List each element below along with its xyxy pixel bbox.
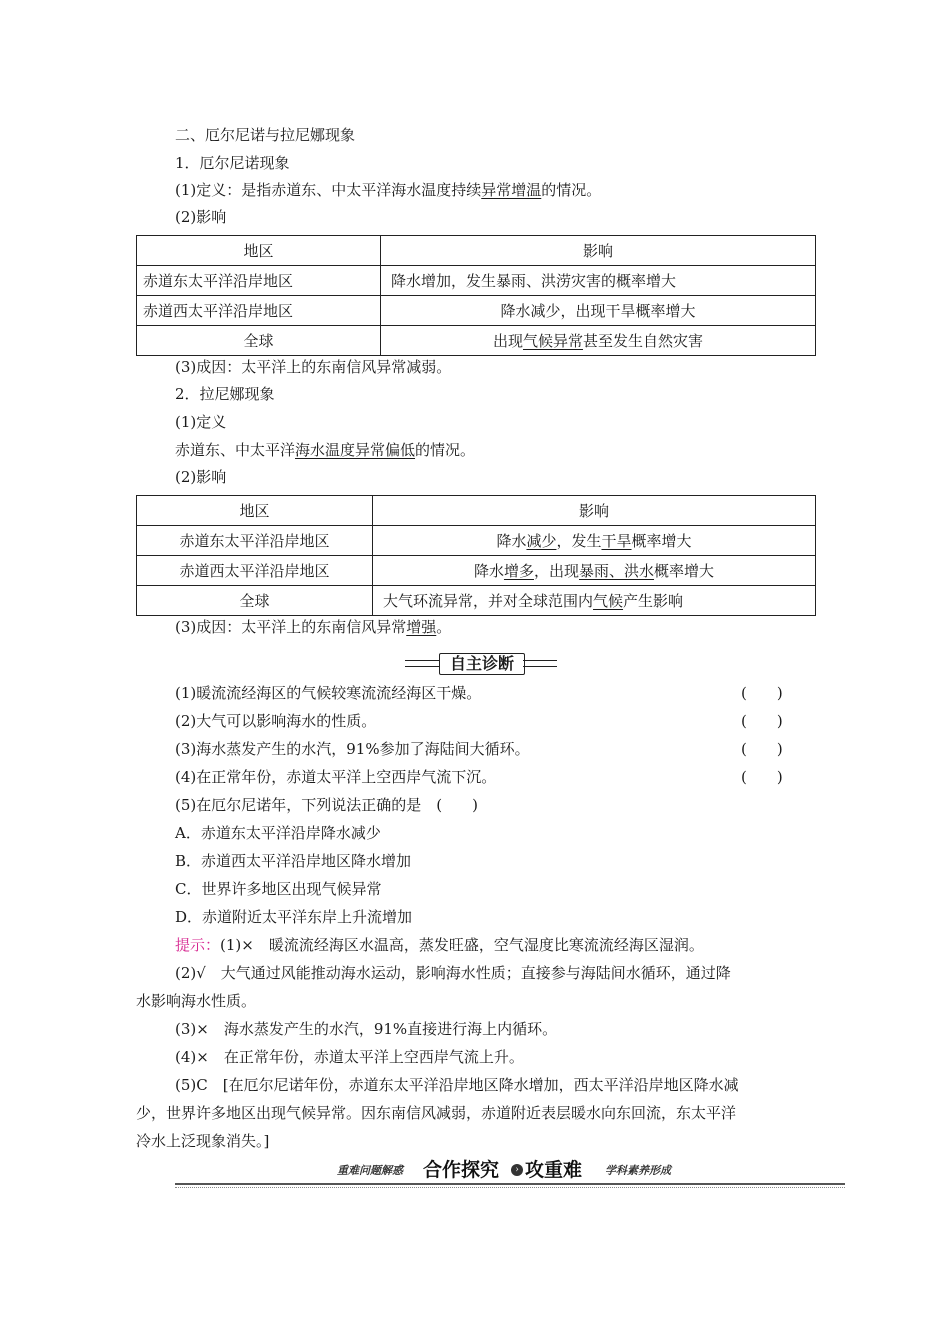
hint-line: (5)C [在厄尔尼诺年份，赤道东太平洋沿岸地区降水增加，西太平洋沿岸地区降水减 bbox=[175, 1076, 739, 1094]
option-c: C．世界许多地区出现气候异常 bbox=[175, 880, 382, 898]
hint-line: (4)× 在正常年份，赤道太平洋上空西岸气流上升。 bbox=[175, 1048, 524, 1066]
answer-blank: ( ) bbox=[741, 712, 783, 730]
answer-blank: ( ) bbox=[741, 768, 783, 786]
table-cell-impact: 降水增加，发生暴雨、洪涝灾害的概率增大 bbox=[381, 266, 816, 296]
table-cell-impact: 大气环流异常，并对全球范围内气候产生影响 bbox=[373, 586, 816, 616]
hint-line: 冷水上泛现象消失。] bbox=[136, 1132, 270, 1150]
hint-line: 少，世界许多地区出现气候异常。因东南信风减弱，赤道附近表层暖水向东回流，东太平洋 bbox=[136, 1104, 737, 1122]
table-row bbox=[137, 556, 816, 586]
table-row bbox=[137, 496, 816, 526]
table-row bbox=[137, 526, 816, 556]
diagnosis-item: (2)大气可以影响海水的性质。 bbox=[175, 712, 377, 730]
lanina-cause: (3)成因：太平洋上的东南信风异常增强。 bbox=[175, 618, 452, 636]
table-row bbox=[137, 236, 816, 266]
section-title: 二、厄尔尼诺与拉尼娜现象 bbox=[175, 126, 356, 144]
diagnosis-item: (3)海水蒸发产生的水汽，91%参加了海陆间大循环。 bbox=[175, 740, 530, 758]
table-row bbox=[137, 326, 816, 356]
hint-line: 提示：(1)× 暖流流经海区水温高，蒸发旺盛，空气湿度比寒流流经海区湿润。 bbox=[175, 936, 704, 954]
elnino-heading: 1．厄尔尼诺现象 bbox=[175, 154, 290, 172]
table-cell-region: 赤道西太平洋沿岸地区 bbox=[137, 296, 381, 326]
table-row bbox=[137, 266, 816, 296]
lanina-definition: 赤道东、中太平洋海水温度异常偏低的情况。 bbox=[175, 441, 476, 459]
table-cell-impact: 降水减少，出现干旱概率增大 bbox=[381, 296, 816, 326]
option-b: B．赤道西太平洋沿岸地区降水增加 bbox=[175, 852, 412, 870]
table-row bbox=[137, 296, 816, 326]
table-header-impact: 影响 bbox=[381, 236, 816, 266]
table-cell-impact: 降水增多，出现暴雨、洪水概率增大 bbox=[373, 556, 816, 586]
hint-line: 水影响海水性质。 bbox=[136, 992, 257, 1010]
table-header-impact: 影响 bbox=[373, 496, 816, 526]
lanina-definition-heading: (1)定义 bbox=[175, 413, 227, 431]
option-d: D．赤道附近太平洋东岸上升流增加 bbox=[175, 908, 413, 926]
diagnosis-question-5: (5)在厄尔尼诺年，下列说法正确的是 ( ) bbox=[175, 796, 478, 814]
table-row bbox=[137, 586, 816, 616]
banner-left-text: 重难问题解惑 bbox=[337, 1164, 403, 1177]
arrow-circle-icon: › bbox=[511, 1164, 523, 1176]
table-cell-region: 赤道东太平洋沿岸地区 bbox=[137, 526, 373, 556]
answer-blank: ( ) bbox=[741, 684, 783, 702]
table-cell-region: 赤道西太平洋沿岸地区 bbox=[137, 556, 373, 586]
lanina-impact-table bbox=[136, 495, 816, 616]
table-cell-region: 全球 bbox=[137, 586, 373, 616]
elnino-cause: (3)成因：太平洋上的东南信风异常减弱。 bbox=[175, 358, 452, 376]
diagnosis-item: (1)暖流流经海区的气候较寒流流经海区干燥。 bbox=[175, 684, 482, 702]
hint-line: (3)× 海水蒸发产生的水汽，91%直接进行海上内循环。 bbox=[175, 1020, 558, 1038]
hint-label: 提示： bbox=[175, 936, 221, 954]
banner-main-1: 合作探究 bbox=[423, 1159, 500, 1181]
option-a: A．赤道东太平洋沿岸降水减少 bbox=[175, 824, 381, 842]
elnino-impact-table bbox=[136, 235, 816, 356]
elnino-definition: (1)定义：是指赤道东、中太平洋海水温度持续异常增温的情况。 bbox=[175, 181, 602, 199]
lanina-heading: 2．拉尼娜现象 bbox=[175, 385, 275, 403]
table-header-region: 地区 bbox=[137, 236, 381, 266]
self-diagnosis-title: 自主诊断 bbox=[439, 653, 525, 675]
table-cell-region: 赤道东太平洋沿岸地区 bbox=[137, 266, 381, 296]
header-rule-right bbox=[523, 660, 557, 667]
section-banner bbox=[175, 1158, 845, 1192]
hint-line: (2)√ 大气通过风能推动海水运动，影响海水性质；直接参与海陆间水循环，通过降 bbox=[175, 964, 731, 982]
banner-main-2: 攻重难 bbox=[525, 1159, 583, 1181]
diagnosis-item: (4)在正常年份，赤道太平洋上空西岸气流下沉。 bbox=[175, 768, 497, 786]
table-cell-impact: 降水减少，发生干旱概率增大 bbox=[373, 526, 816, 556]
banner-rule bbox=[175, 1183, 845, 1185]
table-header-region: 地区 bbox=[137, 496, 373, 526]
self-diagnosis-header bbox=[405, 653, 557, 673]
banner-right-text: 学科素养形成 bbox=[605, 1164, 671, 1177]
elnino-impact-heading: (2)影响 bbox=[175, 208, 227, 226]
header-rule-left bbox=[405, 660, 439, 667]
table-cell-impact: 出现气候异常甚至发生自然灾害 bbox=[381, 326, 816, 356]
banner-rule-dotted bbox=[175, 1187, 845, 1188]
answer-blank: ( ) bbox=[741, 740, 783, 758]
table-cell-region: 全球 bbox=[137, 326, 381, 356]
lanina-impact-heading: (2)影响 bbox=[175, 468, 227, 486]
